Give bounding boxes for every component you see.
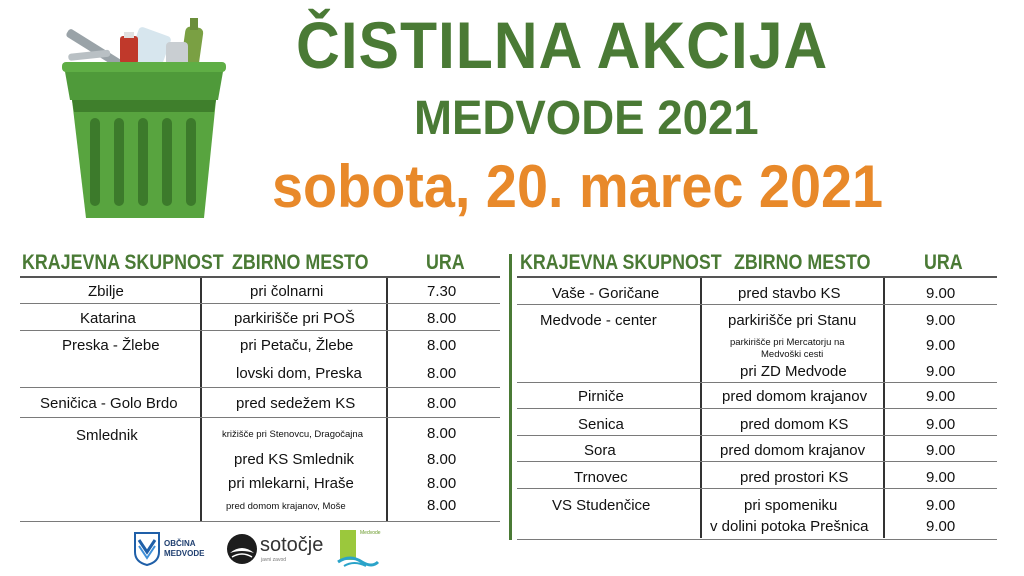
row-divider	[20, 303, 500, 304]
mesto-cell: parkirišče pri Stanu	[728, 312, 857, 329]
mesto-cell: pri spomeniku	[744, 497, 838, 514]
ura-cell: 8.00	[427, 425, 457, 442]
mesto-cell: pri mlekarni, Hraše	[228, 475, 354, 492]
title-main: ČISTILNA AKCIJA	[296, 8, 829, 82]
ura-cell: 9.00	[926, 337, 956, 354]
ura-cell: 8.00	[427, 395, 457, 412]
ura-cell: 8.00	[427, 497, 457, 514]
row-divider	[20, 417, 500, 418]
ks-cell: Smlednik	[76, 427, 138, 444]
ks-cell: Pirniče	[578, 388, 624, 405]
row-divider	[20, 330, 500, 331]
ura-cell: 9.00	[926, 469, 956, 486]
mesto-cell: križišče pri Stenovcu, Dragočajna	[222, 429, 363, 440]
row-divider	[517, 304, 997, 305]
row-divider	[517, 539, 997, 540]
mesto-cell: lovski dom, Preska	[236, 365, 362, 382]
mesto-cell: pred domom krajanov, Moše	[226, 501, 346, 512]
obcina-text: OBČINA	[164, 539, 196, 548]
row-divider	[20, 387, 500, 388]
mesto-cell: pred KS Smlednik	[234, 451, 355, 468]
ura-cell: 9.00	[926, 416, 956, 433]
row-divider	[517, 382, 997, 383]
sotocje-subtext: javni zavod	[261, 557, 287, 563]
ks-cell: Seničica - Golo Brdo	[40, 395, 178, 412]
ks-cell: Senica	[578, 416, 624, 433]
column-divider	[200, 278, 202, 522]
ura-cell: 9.00	[926, 497, 956, 514]
ura-cell: 8.00	[427, 337, 457, 354]
mesto-cell: pred domom krajanov	[722, 388, 868, 405]
header-ura-right: URA	[924, 251, 963, 274]
ks-cell: Katarina	[80, 310, 136, 327]
sotocje-emblem-icon	[226, 533, 258, 565]
ks-cell: Preska - Žlebe	[62, 337, 160, 354]
mesto-cell: pri ZD Medvode	[740, 363, 847, 380]
header-divider	[20, 276, 500, 278]
header-ks-right: KRAJEVNA SKUPNOST	[520, 251, 722, 274]
ks-cell: Medvode - center	[540, 312, 657, 329]
row-divider	[517, 488, 997, 489]
ura-cell: 8.00	[427, 365, 457, 382]
sotocje-logo	[226, 530, 326, 570]
mesto-cell-line2: Medvoški cesti	[761, 349, 824, 360]
row-divider	[517, 408, 997, 409]
title-sub: MEDVODE 2021	[414, 92, 759, 145]
sotocje-text: sotočje	[260, 534, 324, 556]
ura-cell: 9.00	[926, 518, 956, 535]
trash-bin-icon	[58, 12, 230, 224]
mesto-cell: pred domom KS	[740, 416, 849, 433]
ura-cell: 9.00	[926, 363, 956, 380]
mesto-cell: pred domom krajanov	[720, 442, 866, 459]
title-date: sobota, 20. marec 2021	[272, 153, 884, 220]
obcina-medvode-logo	[134, 530, 214, 570]
row-divider	[517, 435, 997, 436]
header-ks-left: KRAJEVNA SKUPNOST	[22, 251, 224, 274]
ura-cell: 9.00	[926, 442, 956, 459]
medvode-small-text: Medvode	[360, 530, 381, 536]
header-divider	[517, 276, 997, 278]
ura-cell: 9.00	[926, 312, 956, 329]
ura-cell: 9.00	[926, 285, 956, 302]
mesto-cell: pred prostori KS	[740, 469, 849, 486]
header-mesto-left: ZBIRNO MESTO	[232, 251, 369, 274]
mesto-cell: v dolini potoka Prešnica	[710, 518, 869, 535]
ks-cell: Zbilje	[88, 283, 124, 300]
ks-cell: Vaše - Goričane	[552, 285, 660, 302]
header-mesto-right: ZBIRNO MESTO	[734, 251, 871, 274]
obcina-crest-icon	[134, 532, 160, 566]
ura-cell: 8.00	[427, 310, 457, 327]
mesto-cell: pred sedežem KS	[236, 395, 356, 412]
medvode-text: MEDVODE	[164, 548, 205, 558]
mesto-cell: parkirišče pri POŠ	[234, 310, 355, 327]
ura-cell: 7.30	[427, 283, 457, 300]
ks-cell: VS Studenčice	[552, 497, 651, 514]
mesto-cell: pri Petaču, Žlebe	[240, 337, 354, 354]
ks-cell: Sora	[584, 442, 616, 459]
header-ura-left: URA	[426, 251, 465, 274]
ura-cell: 8.00	[427, 475, 457, 492]
ks-cell: Trnovec	[574, 469, 628, 486]
medvode-logo	[336, 528, 396, 570]
row-divider	[20, 521, 500, 522]
ura-cell: 9.00	[926, 388, 956, 405]
row-divider	[517, 461, 997, 462]
mesto-cell: pri čolnarni	[250, 283, 324, 300]
mesto-cell: parkirišče pri Mercatorju na	[730, 337, 845, 348]
table-separator	[509, 254, 512, 540]
ura-cell: 8.00	[427, 451, 457, 468]
mesto-cell: pred stavbo KS	[738, 285, 841, 302]
column-divider	[386, 278, 388, 522]
